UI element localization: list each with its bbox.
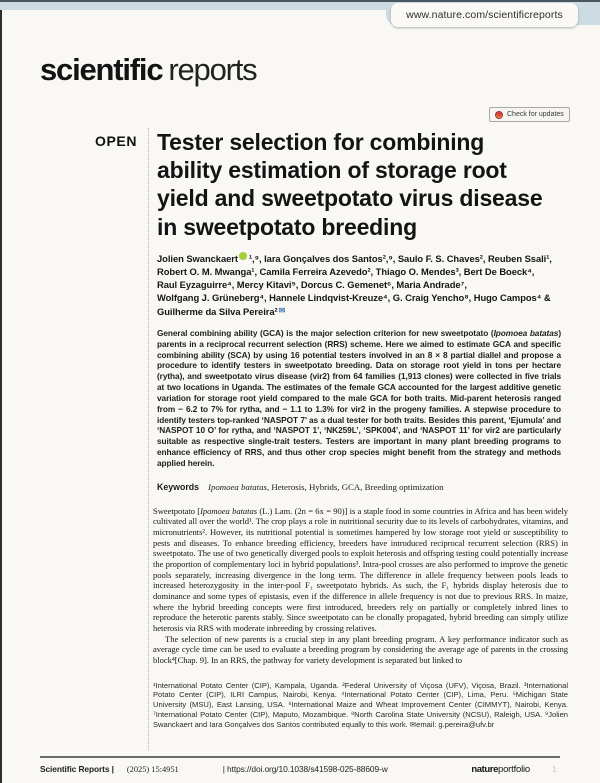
article-column bbox=[148, 128, 568, 750]
body-species-italic: Ipomoea batatas bbox=[200, 505, 258, 516]
author-line bbox=[157, 252, 562, 265]
brand-bold-text: nature bbox=[471, 764, 498, 775]
author-line bbox=[157, 304, 562, 318]
open-access-label: OPEN bbox=[95, 133, 138, 149]
page-number: 1 bbox=[552, 764, 557, 774]
abstract-text bbox=[157, 328, 561, 469]
article-title bbox=[157, 128, 562, 241]
author-list bbox=[157, 252, 562, 318]
author-line: Raul Eyzaguirre⁴, Mercy Kitavi⁵, Dorcus C. Gemenet⁶, Maria Andrade⁷, bbox=[157, 278, 467, 290]
page-footer bbox=[40, 764, 560, 775]
journal-url-tab[interactable] bbox=[391, 3, 578, 27]
email-icon[interactable]: ✉ bbox=[278, 305, 286, 315]
footer-issue: (2025) 15:4951 bbox=[126, 765, 179, 774]
title-line: Tester selection for combining bbox=[157, 129, 485, 155]
journal-url-text: www.nature.com/scientificreports bbox=[406, 9, 563, 21]
body-paragraph-1 bbox=[153, 506, 568, 634]
author-name: Jolien Swanckaert bbox=[157, 252, 238, 264]
logo-bold-text: scientific bbox=[40, 52, 163, 87]
keywords-row bbox=[157, 482, 562, 492]
title-line: in sweetpotato breeding bbox=[157, 213, 417, 240]
nature-portfolio-logo bbox=[471, 764, 530, 775]
check-for-updates-label: Check for updates bbox=[507, 111, 564, 118]
title-line: yield and sweetpotato virus disease bbox=[157, 185, 543, 212]
corresponding-author-name: Guilherme da Silva Pereira² bbox=[157, 305, 278, 317]
keywords-text: , Heterosis, Hybrids, GCA, Breeding optimization bbox=[266, 481, 444, 492]
author-line: Wolfgang J. Grüneberg⁴, Hannele Lindqvist-Kreuze⁴, G. Craig Yencho⁸, Hugo Campos⁴ & bbox=[157, 291, 551, 303]
body-segment: (L.) Lam. (2n = 6x = 90)] is a staple food in some countries in Africa and has been widely cultivated all over the world¹. The crop plays a role in nutritional security due to its levels of carbohydrates, vitamins, and micronutrients². However, its nutritional potential is sometimes hampered by low storage root yield or susceptibility to pests and diseases. To enhance breeding efficiency, breeders have introduced reciprocal recurrent selection (RRS) in sweetpotato. The use of two genetically diverged pools to exploit heterosis and offspring testing could potentially increase the proportion of complementary loci in hybrid populations³. Intra-pool crosses are also performed to improve the genetic pools separately, increasing divergence in the long term. The difference in allele frequency between pools leads to increased heterozygosity in the inter-pool F₁ sweetpotato hybrids. As such, the F₁ hybrids display heterosis due to dominance and some types of epistasis, even if the difference in allele frequency is not due to previous RRS. In maize, where the hybrid breeding concepts were first introduced, breeders rely on partially or completely inbred lines to reproduce the heterotic parents stably. Since sweetpotato can be clonally propagated, hybrid breeding can simply utilize heterosis via RRS with moderate inbreeding by crossing relatives. bbox=[153, 505, 568, 633]
introduction-text bbox=[153, 506, 568, 666]
body-paragraph-2: The selection of new parents is a crucial step in any plant breeding program. A key performance indicator such as average cycle time can be used to evaluate a breeding program by considering the average age of parents in the crossing block⁴[Chap. 9]. In an RRS, the pathway for variety development is separated but linked to bbox=[153, 633, 568, 665]
crossmark-icon bbox=[495, 111, 503, 119]
page-left-edge bbox=[0, 10, 2, 783]
author-line: Robert O. M. Mwanga¹, Camila Ferreira Azevedo², Thiago O. Mendes³, Bert De Boeck⁴, bbox=[157, 265, 535, 277]
page-top-edge bbox=[0, 0, 600, 2]
keywords-label: Keywords bbox=[157, 481, 200, 492]
body-segment: Sweetpotato [ bbox=[153, 505, 201, 516]
brand-light-text: portfolio bbox=[498, 764, 530, 775]
check-for-updates-button[interactable] bbox=[489, 107, 570, 122]
footer-doi-link[interactable]: | https://doi.org/10.1038/s41598-025-88609-w bbox=[222, 764, 388, 774]
journal-logo bbox=[40, 52, 256, 88]
author-line-text: ¹,⁹, Iara Gonçalves dos Santos²,⁹, Saulo F. S. Chaves², Reuben Ssali¹, bbox=[248, 252, 552, 264]
abstract-segment: ) parents in a reciprocal recurrent selection (RRS) scheme. Here we aimed to estimate GCA and specific combining ability (SCA) by using 16 potential testers involved in an 8 × 8 partial diallel and propose a procedure to identify testers in sweetpotato breeding. Data on storage root yield in tons per hectare (rytha), and sweetpotato virus disease (vir2) from 64 families (1,913 clones) were collected in five trials at two locations in Uganda. The estimates of the female GCA accounted for the largest additive genetic variation for storage root yield compared to the male GCA for both traits. Mid-parent heterosis ranged from − 6.2 to 7% for rytha, and − 1.1 to 1.3% for vir2 in the progeny families. A stepwise procedure to identify testers top-ranked ‘NASPOT 7’ as a dual tester for both traits. Besides this parent, ‘Ejumula’ and ‘NASPOT 10 O’ for rytha, and ‘NASPOT 1’, ‘NK259L’, ‘SPK004’, and ‘NASPOT 11’ for vir2 are particularly suitable as respective single-trait testers. Testers are important in many plant breeding programs to enhance efficiency of RRS, and thus other crop species might benefit from the strategy and methods applied herein. bbox=[157, 327, 561, 468]
logo-light-text: reports bbox=[168, 52, 257, 87]
title-line: ability estimation of storage root bbox=[157, 157, 507, 184]
abstract-species-italic: Ipomoea batatas bbox=[493, 327, 559, 338]
abstract-segment: General combining ability (GCA) is the major selection criterion for new sweetpotato ( bbox=[157, 327, 494, 338]
orcid-icon[interactable] bbox=[239, 252, 247, 260]
affiliations-footnotes: ¹International Potato Center (CIP), Kampala, Uganda. ²Federal University of Viçosa (UFV), Viçosa, Brazil. ³International Potato Center (CIP), ILRI Campus, Nairobi, Kenya. ⁴International Potato Center (CIP), Lima, Peru. ⁵Michigan State University (MSU), East Lansing, USA. ⁶International Maize and Wheat Improvement Center (CIMMYT), Nairobi, Kenya. ⁷International Potato Center (CIP), Maputo, Mozambique. ⁸North Carolina State University (NCSU), Raleigh, USA. ⁹Jolien Swanckaert and Iara Gonçalves dos Santos contributed equally to this work. ✉email: g.pereira@ufv.br bbox=[153, 680, 568, 729]
keywords-species-italic: Ipomoea batatas bbox=[208, 481, 267, 492]
footer-rule bbox=[40, 756, 560, 758]
footer-journal-name: Scientific Reports | bbox=[40, 764, 114, 774]
